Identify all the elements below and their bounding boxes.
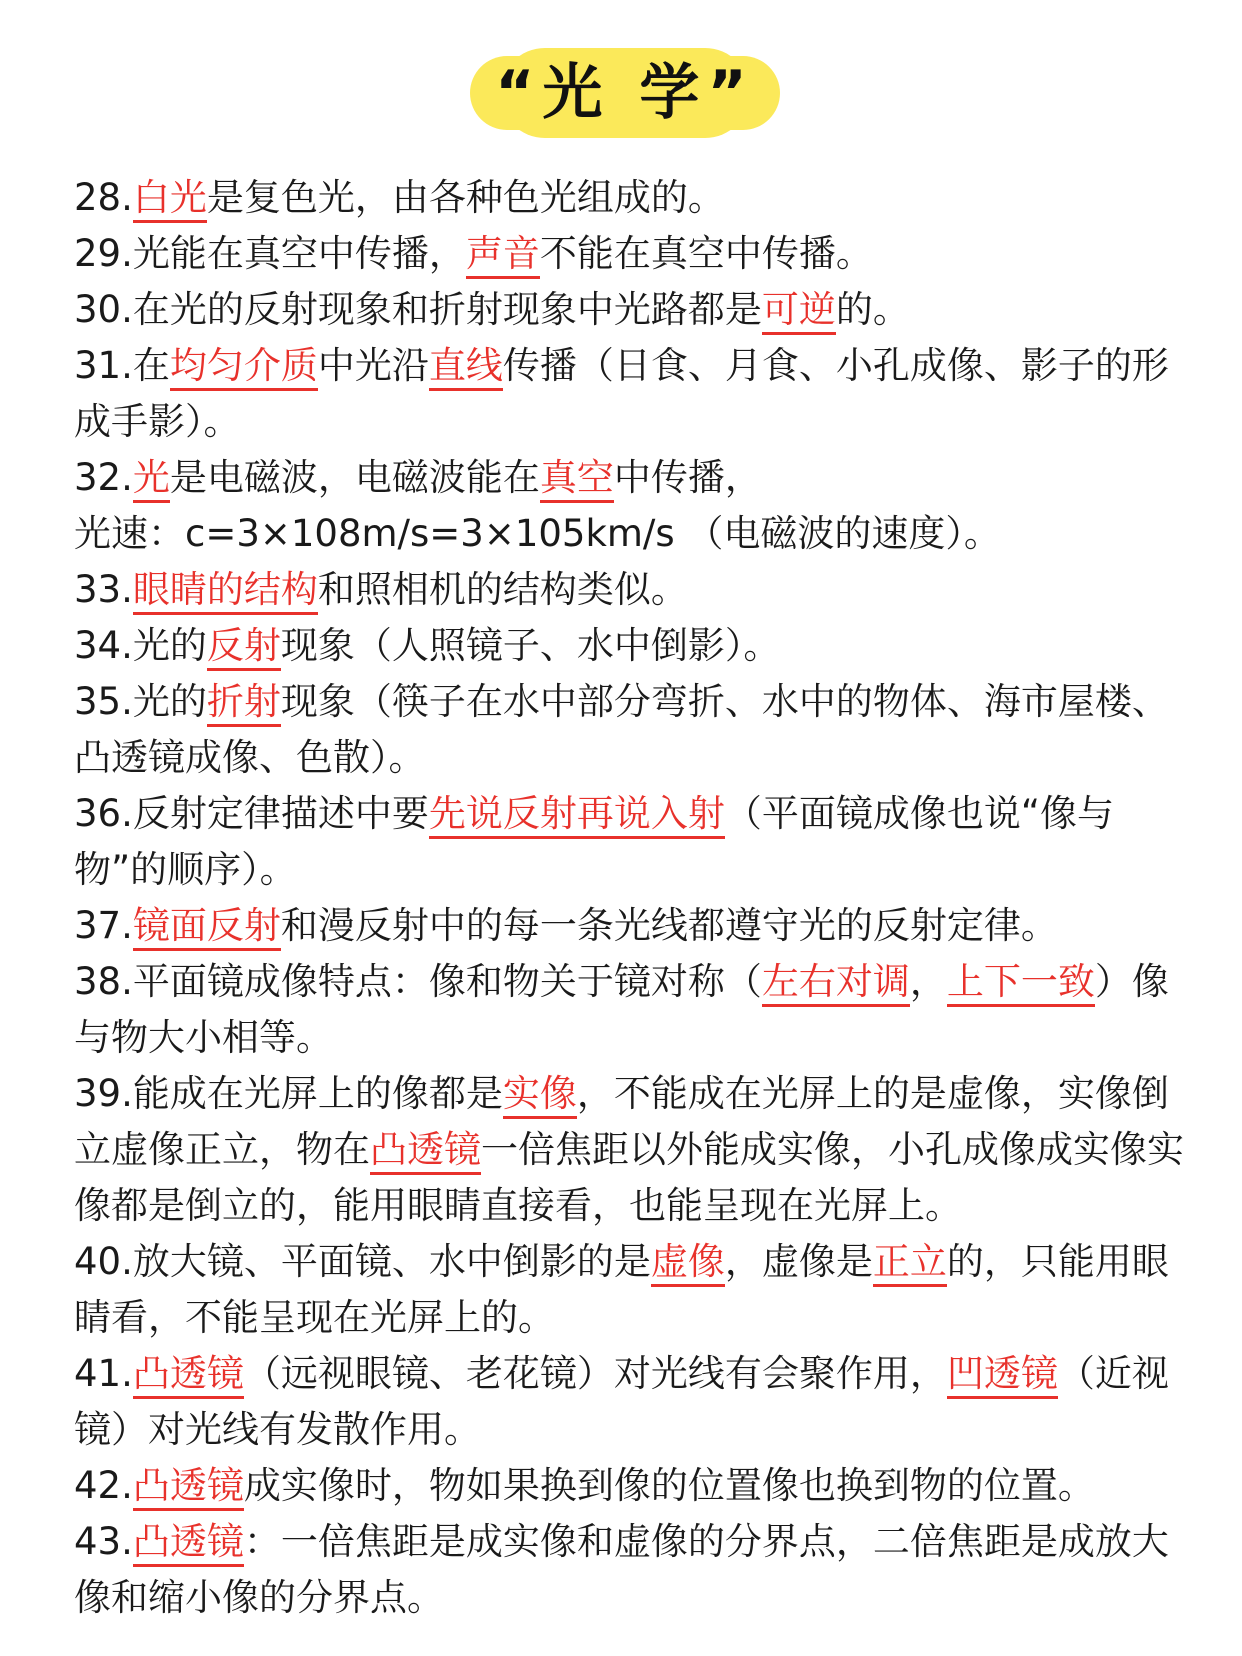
note-text: 38.平面镜成像特点：像和物关于镜对称（ xyxy=(74,960,762,1003)
note-text: 和照相机的结构类似。 xyxy=(317,568,688,611)
note-text: （近视镜）对光线有发散作用。 xyxy=(74,1352,1169,1451)
note-text: 的。 xyxy=(835,288,910,331)
note-item xyxy=(74,282,1184,338)
page-title: “光 学” xyxy=(495,58,755,128)
keyword-highlight: 虚像 xyxy=(651,1240,725,1287)
note-text: 31.在 xyxy=(74,344,170,387)
keyword-highlight: 正立 xyxy=(873,1240,947,1287)
keyword-highlight: 凸透镜 xyxy=(133,1352,244,1399)
note-text: 中传播， xyxy=(613,456,762,499)
note-item xyxy=(74,618,1184,674)
note-text: ，不能成在光屏上的是虚像，实像倒立虚像正立，物在 xyxy=(74,1072,1169,1171)
keyword-highlight: 眼睛的结构 xyxy=(133,568,318,615)
keyword-highlight: 镜面反射 xyxy=(133,904,281,951)
keyword-highlight: 凸透镜 xyxy=(133,1520,244,1567)
note-text: 中光沿 xyxy=(317,344,429,387)
note-item xyxy=(74,1346,1184,1458)
note-text: 42. xyxy=(74,1464,133,1507)
keyword-highlight: 凸透镜 xyxy=(370,1128,481,1175)
note-text: 传播（日食、月食、小孔成像、影子的形成手影）。 xyxy=(74,344,1169,443)
keyword-highlight: 真空 xyxy=(540,456,614,503)
note-text: 33. xyxy=(74,568,133,611)
note-text: 36.反射定律描述中要 xyxy=(74,792,429,835)
note-text: ， xyxy=(909,960,947,1003)
note-item xyxy=(74,954,1184,1066)
keyword-highlight: 凸透镜 xyxy=(133,1464,244,1511)
note-item xyxy=(74,1234,1184,1346)
note-item xyxy=(74,562,1184,618)
keyword-highlight: 直线 xyxy=(429,344,503,391)
note-text: 不能在真空中传播。 xyxy=(539,232,873,275)
note-text: 35.光的 xyxy=(74,680,207,723)
note-item xyxy=(74,674,1184,786)
note-text: 的，只能用眼睛看，不能呈现在光屏上的。 xyxy=(74,1240,1169,1339)
keyword-highlight: 白光 xyxy=(133,176,207,223)
note-text: 43. xyxy=(74,1520,133,1563)
note-text: 40.放大镜、平面镜、水中倒影的是 xyxy=(74,1240,651,1283)
note-text: ：一倍焦距是成实像和虚像的分界点，二倍焦距是成放大像和缩小像的分界点。 xyxy=(74,1520,1169,1619)
note-text: 和漫反射中的每一条光线都遵守光的反射定律。 xyxy=(280,904,1058,947)
keyword-highlight: 上下一致 xyxy=(947,960,1095,1007)
note-item xyxy=(74,1514,1184,1626)
note-text: （远视眼镜、老花镜）对光线有会聚作用， xyxy=(243,1352,947,1395)
note-item xyxy=(74,170,1184,226)
note-item xyxy=(74,338,1184,450)
keyword-highlight: 先说反射再说入射 xyxy=(429,792,725,839)
notes-list xyxy=(74,170,1184,1626)
keyword-highlight: 实像 xyxy=(503,1072,577,1119)
keyword-highlight: 光 xyxy=(133,456,170,503)
note-text: 32. xyxy=(74,456,133,499)
keyword-highlight: 左右对调 xyxy=(762,960,910,1007)
note-item xyxy=(74,1066,1184,1234)
note-item xyxy=(74,450,1184,562)
note-text: 光速：c=3×108m/s=3×105km/s （电磁波的速度）。 xyxy=(74,512,1001,555)
note-item xyxy=(74,226,1184,282)
note-text: 39.能成在光屏上的像都是 xyxy=(74,1072,503,1115)
keyword-highlight: 折射 xyxy=(207,680,281,727)
note-text: ，虚像是 xyxy=(724,1240,873,1283)
note-text: 成实像时，物如果换到像的位置像也换到物的位置。 xyxy=(243,1464,1095,1507)
note-item xyxy=(74,1458,1184,1514)
title-banner xyxy=(0,44,1242,144)
note-text: 现象（人照镜子、水中倒影）。 xyxy=(280,624,781,667)
note-text: 一倍焦距以外能成实像，小孔成像成实像实像都是倒立的，能用眼睛直接看，也能呈现在光屏上。 xyxy=(74,1128,1184,1227)
keyword-highlight: 凹透镜 xyxy=(947,1352,1058,1399)
note-text: （平面镜成像也说“像与物”的顺序）。 xyxy=(74,792,1115,891)
note-text: 是复色光，由各种色光组成的。 xyxy=(206,176,725,219)
keyword-highlight: 声音 xyxy=(466,232,540,279)
note-item xyxy=(74,786,1184,898)
note-text: 37. xyxy=(74,904,133,947)
note-text: 是电磁波，电磁波能在 xyxy=(169,456,540,499)
keyword-highlight: 可逆 xyxy=(762,288,836,335)
note-item xyxy=(74,898,1184,954)
keyword-highlight: 反射 xyxy=(207,624,281,671)
note-text: 28. xyxy=(74,176,133,219)
note-text: 34.光的 xyxy=(74,624,207,667)
note-text: ）像与物大小相等。 xyxy=(74,960,1169,1059)
note-text: 41. xyxy=(74,1352,133,1395)
note-text: 29.光能在真空中传播， xyxy=(74,232,466,275)
keyword-highlight: 均匀介质 xyxy=(170,344,318,391)
note-text: 30.在光的反射现象和折射现象中光路都是 xyxy=(74,288,762,331)
note-text: 现象（筷子在水中部分弯折、水中的物体、海市屋楼、凸透镜成像、色散）。 xyxy=(74,680,1169,779)
